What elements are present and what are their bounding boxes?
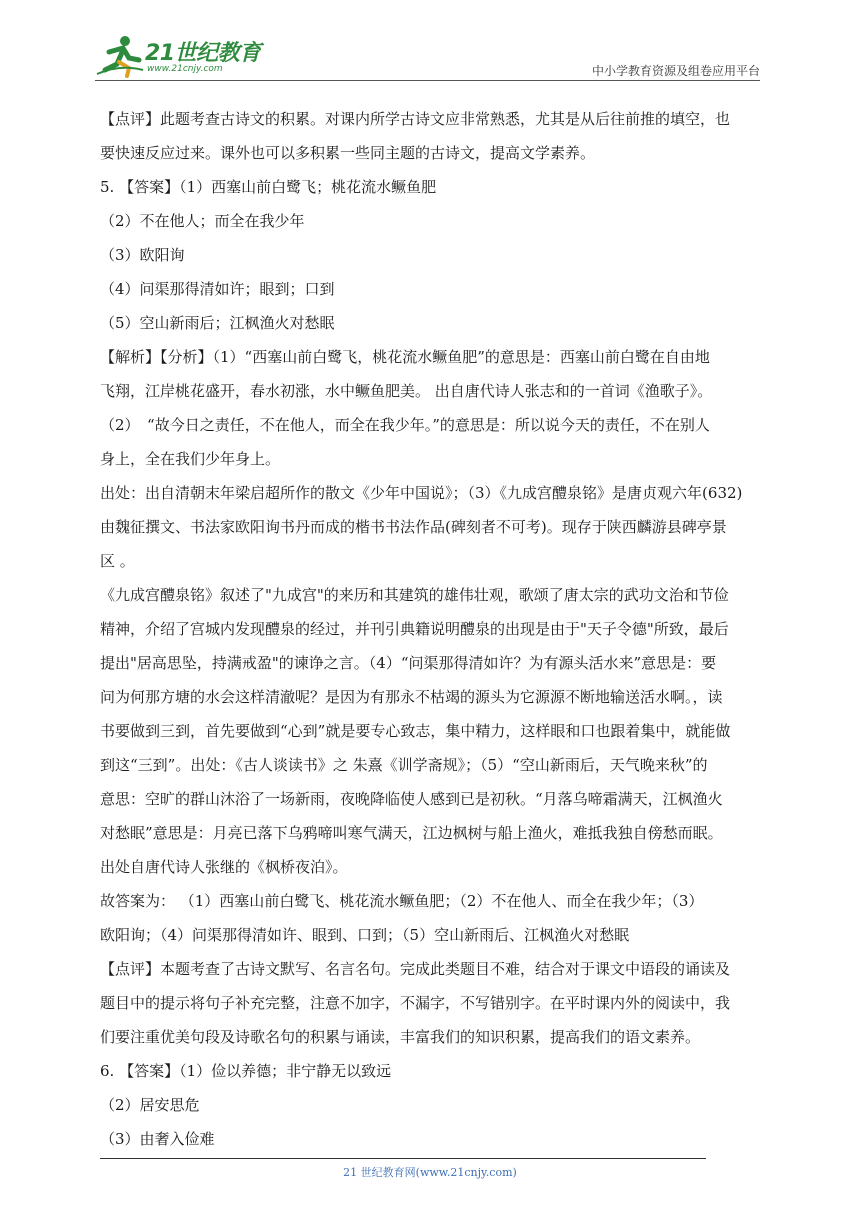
answer-content	[100, 102, 765, 1156]
text-line: （3）由奢入俭难	[100, 1130, 215, 1148]
text-line: 提出"居高思坠，持满戒盈"的谏诤之言。（4）“问渠那得清如许？为有源头活水来”意思是：要	[100, 654, 717, 672]
logo-url: www.21cnjy.com	[147, 64, 223, 74]
text-line: 们要注重优美句段及诗歌名句的积累与诵读，丰富我们的知识积累，提高我们的语文素养。	[100, 1028, 701, 1046]
site-logo	[95, 34, 265, 78]
text-line: 要快速反应过来。课外也可以多积累一些同主题的古诗文，提高文学素养。	[100, 144, 596, 162]
text-line: 题目中的提示将句子补充完整，注意不加字，不漏字，不写错别字。在平时课内外的阅读中，我	[100, 994, 731, 1012]
header-divider	[95, 80, 760, 81]
text-line: 意思：空旷的群山沐浴了一场新雨，夜晚降临使人感到已是初秋。“月落乌啼霜满天，江枫渔火	[100, 790, 723, 808]
page-header	[95, 28, 760, 84]
text-line: 飞翔，江岸桃花盛开，春水初涨，水中鳜鱼肥美。 出自唐代诗人张志和的一首词《渔歌子》。	[100, 382, 713, 400]
text-line: 【点评】此题考查古诗文的积累。对课内所学古诗文应非常熟悉，尤其是从后往前推的填空，也	[100, 110, 731, 128]
text-line: （2）不在他人；而全在我少年	[100, 212, 305, 230]
text-line: 问为何那方塘的水会这样清澈呢？是因为有那永不枯竭的源头为它源源不断地输送活水啊。，读	[100, 688, 723, 706]
text-line: 出处自唐代诗人张继的《枫桥夜泊》。	[100, 858, 348, 876]
text-line: 身上，全在我们少年身上。	[100, 450, 281, 468]
text-line: 6. 【答案】（1）俭以养德；非宁静无以致远	[100, 1062, 392, 1080]
text-line: 区 。	[100, 552, 135, 570]
platform-title: 中小学教育资源及组卷应用平台	[591, 64, 760, 78]
text-line: 故答案为： （1）西塞山前白鹭飞、桃花流水鳜鱼肥；（2）不在他人、而全在我少年；（3）	[100, 892, 704, 910]
text-line: （2） “故今日之责任，不在他人，而全在我少年。”的意思是：所以说今天的责任，不在别人	[100, 416, 710, 434]
text-line: 5. 【答案】（1）西塞山前白鹭飞；桃花流水鳜鱼肥	[100, 178, 437, 196]
text-line: （5）空山新雨后；江枫渔火对愁眠	[100, 314, 335, 332]
text-line: （2）居安思危	[100, 1096, 200, 1114]
text-line: 出处：出自清朝末年梁启超所作的散文《少年中国说》；（3）《九成宫醴泉铭》是唐贞观六年(632)	[100, 484, 743, 502]
text-line: 【点评】本题考查了古诗文默写、名言名句。完成此类题目不难，结合对于课文中语段的诵读及	[100, 960, 731, 978]
text-line: 到这“三到”。出处：《古人谈读书》之 朱熹《训学斋规》；（5）“空山新雨后，天气晚来秋”的	[100, 756, 708, 774]
text-line: （4）问渠那得清如许；眼到；口到	[100, 280, 335, 298]
text-line: 由魏征撰文、书法家欧阳询书丹而成的楷书书法作品(碑刻者不可考)。现存于陕西麟游县碑亭景	[100, 518, 727, 536]
text-line: 书要做到三到，首先要做到“心到”就是要专心致志，集中精力，这样眼和口也跟着集中，就能做	[100, 722, 731, 740]
text-line: （3）欧阳询	[100, 246, 185, 264]
text-line: 【解析】【分析】（1）“西塞山前白鹭飞，桃花流水鳜鱼肥”的意思是：西塞山前白鹭在自由地	[100, 348, 710, 366]
text-line: 《九成宫醴泉铭》叙述了"九成宫"的来历和其建筑的雄伟壮观，歌颂了唐太宗的武功文治和节俭	[100, 586, 729, 604]
logo-text: 21世纪教育	[145, 41, 261, 66]
footer-divider	[100, 1158, 706, 1159]
runner-logo-icon	[95, 34, 145, 78]
footer-link[interactable]: 21 世纪教育网(www.21cnjy.com)	[343, 1166, 517, 1179]
text-line: 欧阳询；（4）问渠那得清如许、眼到、口到；（5）空山新雨后、江枫渔火对愁眠	[100, 926, 630, 944]
text-line: 精神，介绍了宫城内发现醴泉的经过，并刊引典籍说明醴泉的出现是由于"天子令德"所致，最后	[100, 620, 729, 638]
text-line: 对愁眠”意思是：月亮已落下乌鸦啼叫寒气满天，江边枫树与船上渔火，难抵我独自傍愁而眠。	[100, 824, 723, 842]
